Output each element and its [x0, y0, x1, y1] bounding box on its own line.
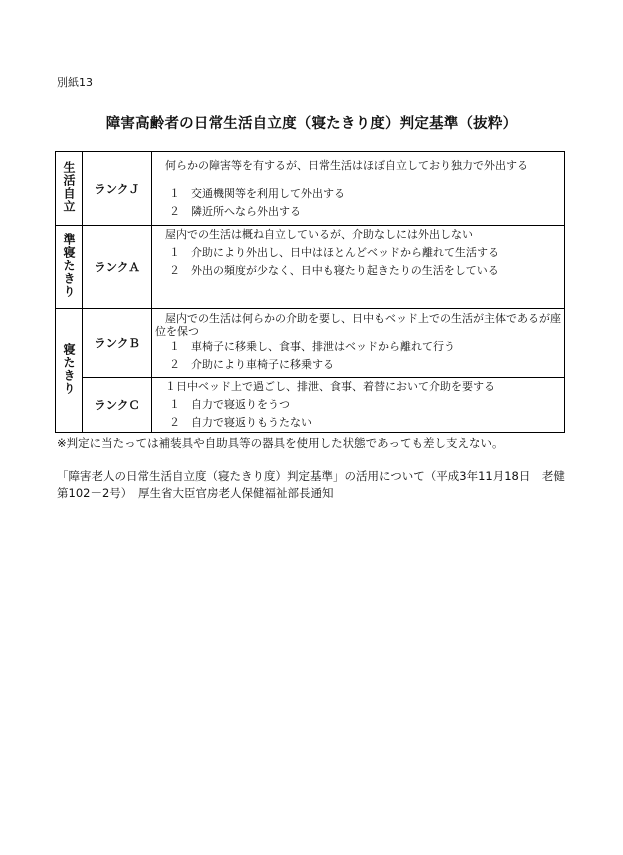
rank-cell: [83, 378, 152, 433]
criteria-table: [55, 151, 565, 433]
description-cell: [152, 309, 565, 378]
description-cell: [152, 378, 565, 433]
category-label: 生活自立: [62, 161, 76, 213]
source-citation: 「障害老人の日常生活自立度（寝たきり度）判定基準」の活用について（平成3年11月18日 老健第102－2号） 厚生省大臣官房老人保健福祉部長通知: [57, 469, 565, 500]
category-label: 寝たきり: [62, 343, 76, 395]
description-line: 屋内での生活は何らかの介助を要し、日中もベッド上での生活が主体であるが座位を保つ: [155, 312, 561, 338]
description-line: １ 車椅子に移乗し、食事、排泄はベッドから離れて行う: [169, 340, 455, 353]
rank-cell: [83, 226, 152, 309]
description-line: １ 介助により外出し、日中はほとんどベッドから離れて生活する: [169, 246, 499, 259]
description-cell: [152, 152, 565, 226]
category-cell: [56, 309, 83, 433]
table-row: [56, 152, 565, 226]
description-line: １ 自力で寝返りをうつ: [169, 398, 290, 411]
document-title: 障害高齢者の日常生活自立度（寝たきり度）判定基準（抜粋）: [105, 116, 518, 132]
footnote: ※判定に当たっては補装具や自助具等の器具を使用した状態であっても差し支えない。: [57, 436, 504, 450]
rank-label: ランクＪ: [94, 181, 140, 196]
description-line: 屋内での生活は概ね自立しているが、介助なしには外出しない: [165, 228, 473, 241]
category-cell: [56, 152, 83, 226]
description-line: ２ 隣近所へなら外出する: [169, 204, 301, 218]
description-line: １ 交通機関等を利用して外出する: [169, 186, 345, 200]
description-line: ２ 介助により車椅子に移乗する: [169, 358, 334, 371]
table-row: [56, 226, 565, 309]
description-line: ２ 自力で寝返りもうたない: [169, 416, 312, 429]
rank-label: ランクＡ: [94, 260, 140, 274]
category-cell: [56, 226, 83, 309]
rank-label: ランクＢ: [94, 336, 140, 350]
category-label: 準寝たきり: [62, 233, 76, 298]
description-cell: [152, 226, 565, 309]
description-line: １日中ベッド上で過ごし、排泄、食事、着替において介助を要する: [165, 380, 495, 393]
rank-cell: [83, 309, 152, 378]
rank-cell: [83, 152, 152, 226]
table-row: [56, 378, 565, 433]
description-line: ２ 外出の頻度が少なく、日中も寝たり起きたりの生活をしている: [169, 264, 499, 277]
page-label: 別紙13: [57, 76, 93, 89]
description-line: 何らかの障害等を有するが、日常生活はほぼ自立しており独力で外出する: [165, 158, 528, 172]
table-row: [56, 309, 565, 378]
rank-label: ランクＣ: [94, 398, 140, 412]
